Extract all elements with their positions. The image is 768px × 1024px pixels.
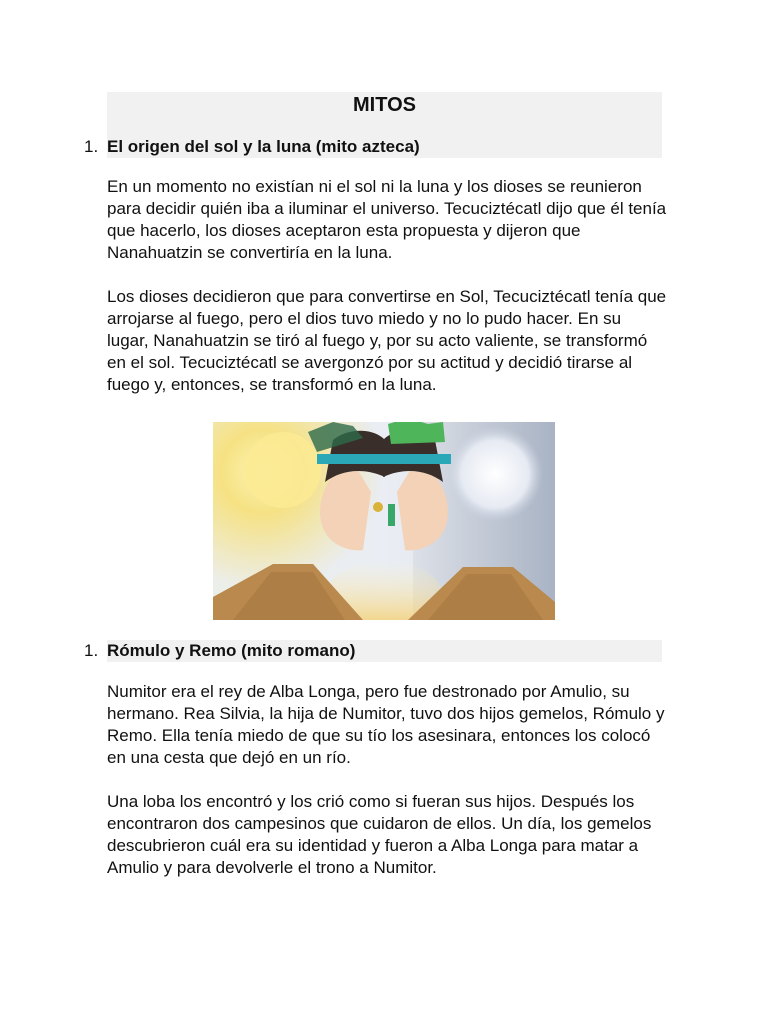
paragraph: Numitor era el rey de Alba Longa, pero fue destronado por Amulio, su hermano. Rea Silvia, la hija de Numitor, tuvo dos hijos gemelos, Rómulo y Remo. Ella tenía miedo de que su tío los asesinara, entonces los colocó en una cesta que dejó en un río.: [107, 682, 665, 767]
section-number: 1.: [84, 137, 99, 156]
section-heading: Rómulo y Remo (mito romano): [107, 641, 356, 660]
earring-left: [373, 502, 383, 512]
right-headband: [381, 454, 451, 464]
left-headband: [317, 454, 389, 464]
paragraph: En un momento no existían ni el sol ni la luna y los dioses se reunieron para decidir quién iba a iluminar el universo. Tecuciztécatl dijo que él tenía que hacerlo, los dioses aceptaron esta propuesta y dijeron que Nanahuatzin se convertiría en la luna.: [107, 177, 667, 262]
feather-crest: [388, 422, 445, 444]
sun-icon: [245, 432, 321, 508]
paragraph: Una loba los encontró y los crió como si fueran sus hijos. Después los encontraron dos campesinos que cuidaron de ellos. Un día, los gemelos descubrieron cuál era su identidad y fueron a Alba Longa para matar a Amulio y para devolverle el trono a Numitor.: [107, 792, 652, 877]
section-number: 1.: [84, 641, 99, 660]
document-title: MITOS: [353, 94, 416, 116]
moon-icon: [447, 426, 543, 522]
earring-right: [388, 504, 395, 526]
section-heading: El origen del sol y la luna (mito azteca): [107, 137, 420, 156]
paragraph: Los dioses decidieron que para convertirse en Sol, Tecuciztécatl tenía que arrojarse al fuego, pero el dios tuvo miedo y no lo pudo hacer. En su lugar, Nanahuatzin se tiró al fuego y, por su acto valiente, se transformó en el sol. Tecuciztécatl se avergonzó por su actitud y decidió tirarse al fuego y, entonces, se transformó en la luna.: [107, 287, 667, 394]
sun-moon-illustration: [213, 422, 555, 620]
